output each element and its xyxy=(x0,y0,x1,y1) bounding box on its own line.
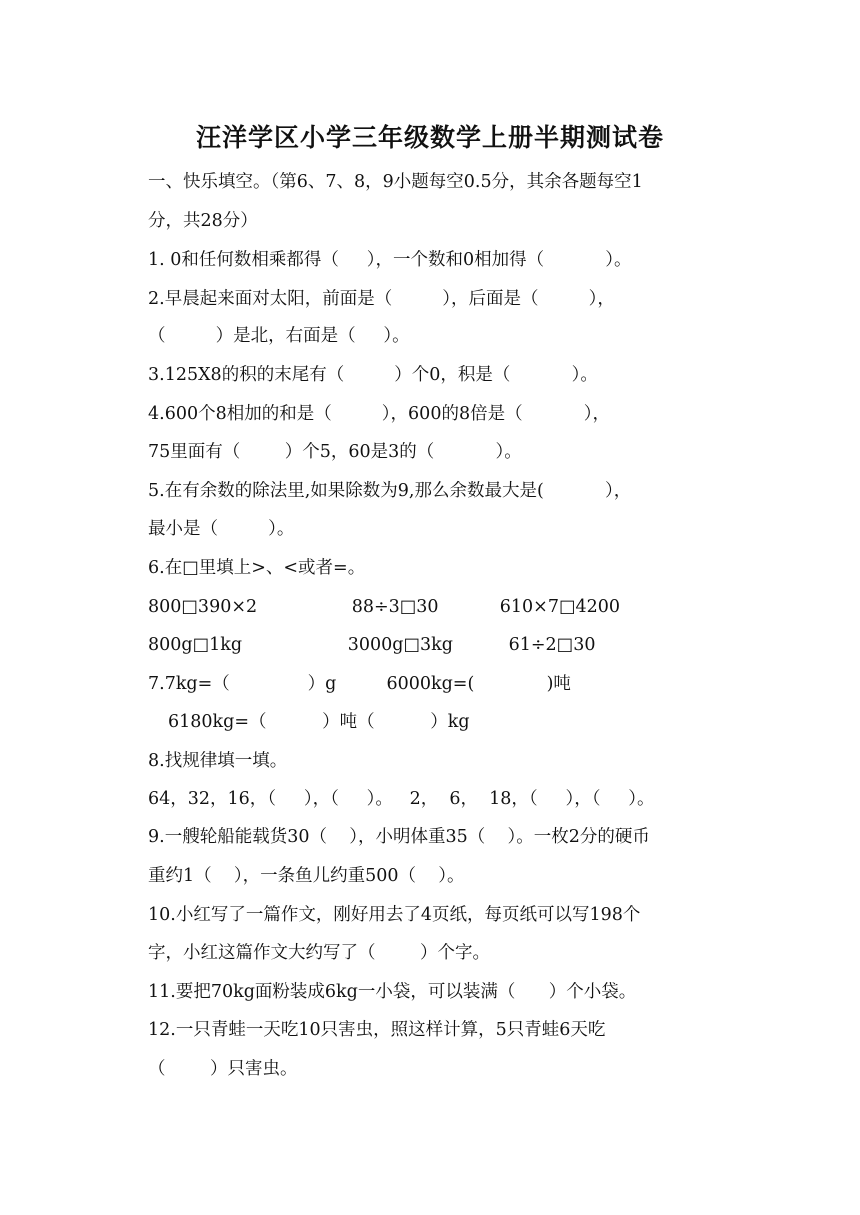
question-8: 8.找规律填一填。 xyxy=(148,751,288,771)
question-5: 5.在有余数的除法里,如果除数为9,那么余数最大是( ）， xyxy=(148,481,632,501)
question-2: 2.早晨起来面对太阳，前面是（ ），后面是（ ）， xyxy=(148,289,615,309)
section-one-heading-cont: 分，共28分） xyxy=(148,211,258,231)
question-9-cont: 重约1（ ），一条鱼儿约重500（ ）。 xyxy=(148,866,465,886)
question-4: 4.600个8相加的和是（ ），600的8倍是（ ）， xyxy=(148,404,611,424)
question-6: 6.在□里填上>、<或者=。 xyxy=(148,558,366,578)
question-3: 3.125X8的积的末尾有（ ）个0，积是（ ）。 xyxy=(148,365,598,385)
question-6-row-2: 800g□1kg 3000g□3kg 61÷2□30 xyxy=(148,635,596,655)
section-one-heading: 一、快乐填空。（第6、7、8，9小题每空0.5分，其余各题每空1 xyxy=(148,172,643,192)
question-1: 1. 0和任何数相乘都得（ ），一个数和0相加得（ ）。 xyxy=(148,250,632,270)
question-4-cont: 75里面有（ ）个5，60是3的（ ）。 xyxy=(148,442,522,462)
question-9: 9.一艘轮船能载货30（ ），小明体重35（ ）。一枚2分的硬币 xyxy=(148,827,650,847)
page-title: 汪洋学区小学三年级数学上册半期测试卷 xyxy=(195,123,664,152)
question-6-row-1: 800□390×2 88÷3□30 610×7□4200 xyxy=(148,597,621,617)
question-5-cont: 最小是（ ）。 xyxy=(148,519,295,539)
question-12-cont: （ ）只害虫。 xyxy=(148,1059,298,1079)
question-12: 12.一只青蛙一天吃10只害虫，照这样计算，5只青蛙6天吃 xyxy=(148,1020,606,1040)
question-8-sequences: 64，32，16，（ ），（ ）。 2， 6， 18，（ ），（ ）。 xyxy=(148,789,655,809)
question-2-cont: （ ）是北，右面是（ ）。 xyxy=(148,326,410,346)
question-10: 10.小红写了一篇作文，刚好用去了4页纸，每页纸可以写198个 xyxy=(148,905,641,925)
question-7-cont: 6180kg=（ ）吨（ ）kg xyxy=(168,712,470,732)
question-7: 7.7kg=（ ）g 6000kg=( )吨 xyxy=(148,674,571,694)
question-10-cont: 字，小红这篇作文大约写了（ ）个字。 xyxy=(148,943,491,963)
question-11: 11.要把70kg面粉装成6kg一小袋，可以装满（ ）个小袋。 xyxy=(148,982,637,1002)
